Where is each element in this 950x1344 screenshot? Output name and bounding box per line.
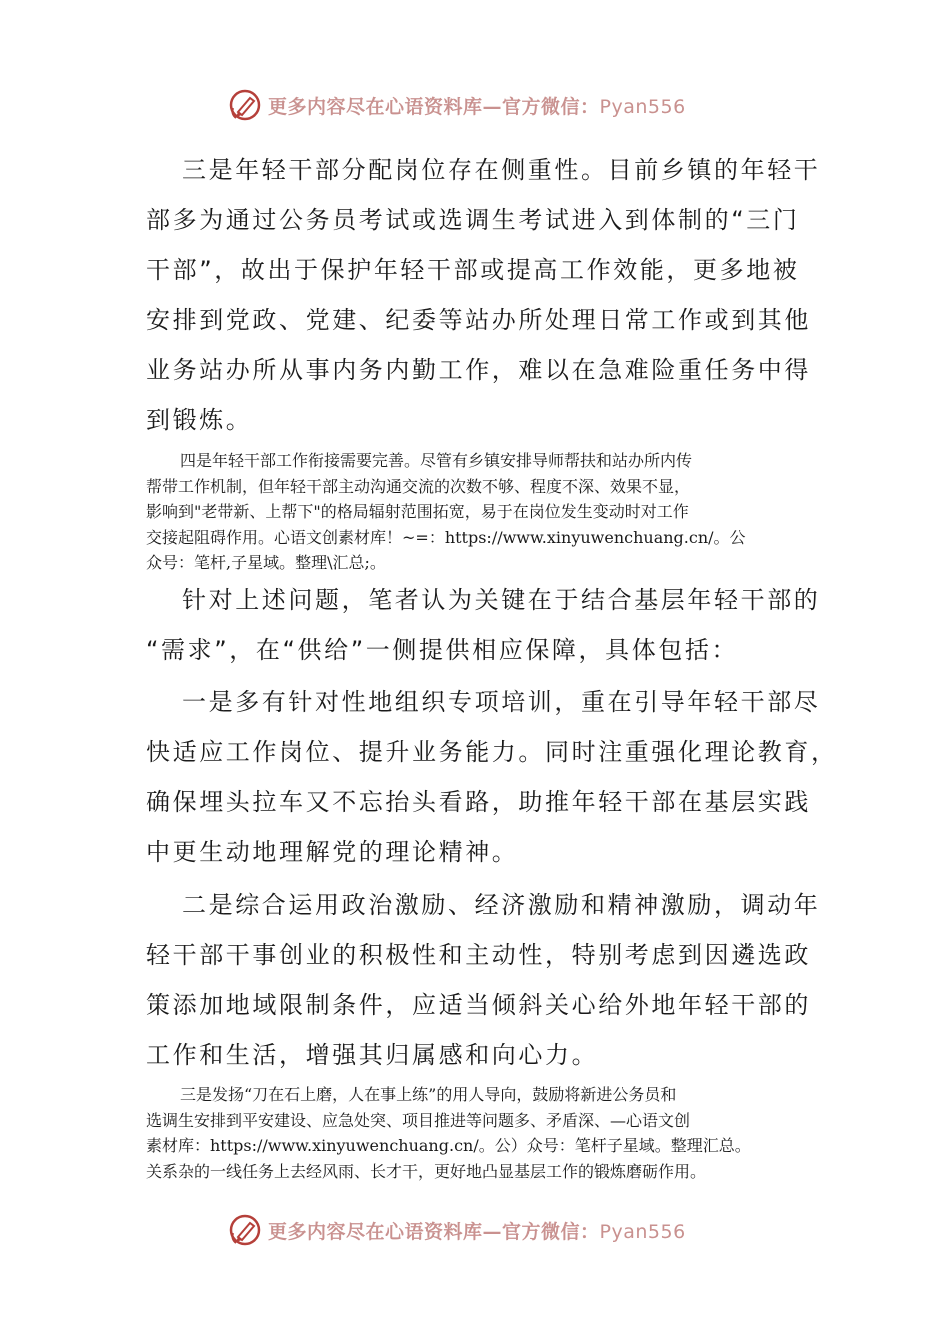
paragraph-2 — [146, 448, 806, 576]
text-line: 一是多有针对性地组织专项培训，重在引导年轻干部尽 — [182, 688, 821, 716]
banner-slogan: 更多内容尽在心语资料库—官方微信： — [268, 95, 600, 118]
text-line: 选调生安排到平安建设、应急处突、项目推进等问题多、矛盾深、—心语文创 — [146, 1110, 691, 1130]
text-line: 二是综合运用政治激励、经济激励和精神激励，调动年 — [182, 891, 821, 919]
text-line: 轻干部干事创业的积极性和主动性，特别考虑到因遴选政 — [146, 941, 811, 969]
text-line: 针对上述问题，笔者认为关键在于结合基层年轻干部的 — [182, 586, 821, 614]
paragraph-4 — [146, 677, 838, 877]
paragraph-1 — [146, 145, 821, 445]
pen-logo-icon — [228, 1213, 262, 1247]
text-line: 帮带工作机制，但年轻干部主动沟通交流的次数不够、程度不深、效果不显， — [146, 476, 691, 496]
text-line: 三是发扬“刀在石上磨，人在事上练”的用人导向，鼓励将新进公务员和 — [180, 1085, 677, 1104]
text-line: 业务站办所从事内务内勤工作，难以在急难险重任务中得 — [146, 356, 811, 384]
pen-logo-icon — [228, 88, 262, 122]
text-line: 安排到党政、党建、纪委等站办所处理日常工作或到其他 — [146, 306, 811, 334]
text-line: 快适应工作岗位、提升业务能力。同时注重强化理论教育， — [146, 738, 838, 766]
text-line: 三是年轻干部分配岗位存在侧重性。目前乡镇的年轻干 — [182, 156, 821, 184]
paragraph-3 — [146, 575, 821, 675]
footer-banner — [228, 1208, 728, 1252]
banner-slogan: 更多内容尽在心语资料库—官方微信： — [268, 1220, 600, 1243]
text-line: 关系杂的一线任务上去经风雨、长才干，更好地凸显基层工作的锻炼磨砺作用。 — [146, 1161, 707, 1181]
text-line: 策添加地域限制条件，应适当倾斜关心给外地年轻干部的 — [146, 991, 811, 1019]
text-line: 中更生动地理解党的理论精神。 — [146, 838, 519, 866]
text-line: 四是年轻干部工作衔接需要完善。尽管有乡镇安排导师帮扶和站办所内传 — [180, 451, 693, 470]
paragraph-5 — [146, 880, 821, 1080]
text-line: 众号：笔杆,子星域。整理\汇总;。 — [146, 553, 386, 572]
text-line: 工作和生活，增强其归属感和向心力。 — [146, 1041, 599, 1069]
banner-text — [268, 92, 686, 119]
text-line: 到锻炼。 — [146, 406, 253, 434]
text-line: 确保埋头拉车又不忘抬头看路，助推年轻干部在基层实践 — [146, 788, 811, 816]
text-line: 影响到"老带新、上帮下"的格局辐射范围拓宽，易于在岗位发生变动时对工作 — [146, 502, 689, 521]
text-line: 干部”，故出于保护年轻干部或提高工作效能，更多地被 — [146, 256, 800, 284]
text-line: “需求”，在“供给”一侧提供相应保障，具体包括： — [146, 636, 739, 664]
text-line: 素材库：https://www.xinyuwenchuang.cn/。公）众号：笔杆子星域。整理汇总。 — [146, 1136, 751, 1155]
banner-text — [268, 1217, 686, 1244]
header-banner — [228, 83, 728, 127]
wechat-id: Pyan556 — [599, 95, 686, 118]
text-line: 交接起阻碍作用。心语文创素材库！~=：https://www.xinyuwenchuang.cn/。公 — [146, 527, 746, 547]
wechat-id: Pyan556 — [599, 1220, 686, 1243]
paragraph-6 — [146, 1082, 806, 1184]
text-line: 部多为通过公务员考试或选调生考试进入到体制的“三门 — [146, 206, 800, 234]
